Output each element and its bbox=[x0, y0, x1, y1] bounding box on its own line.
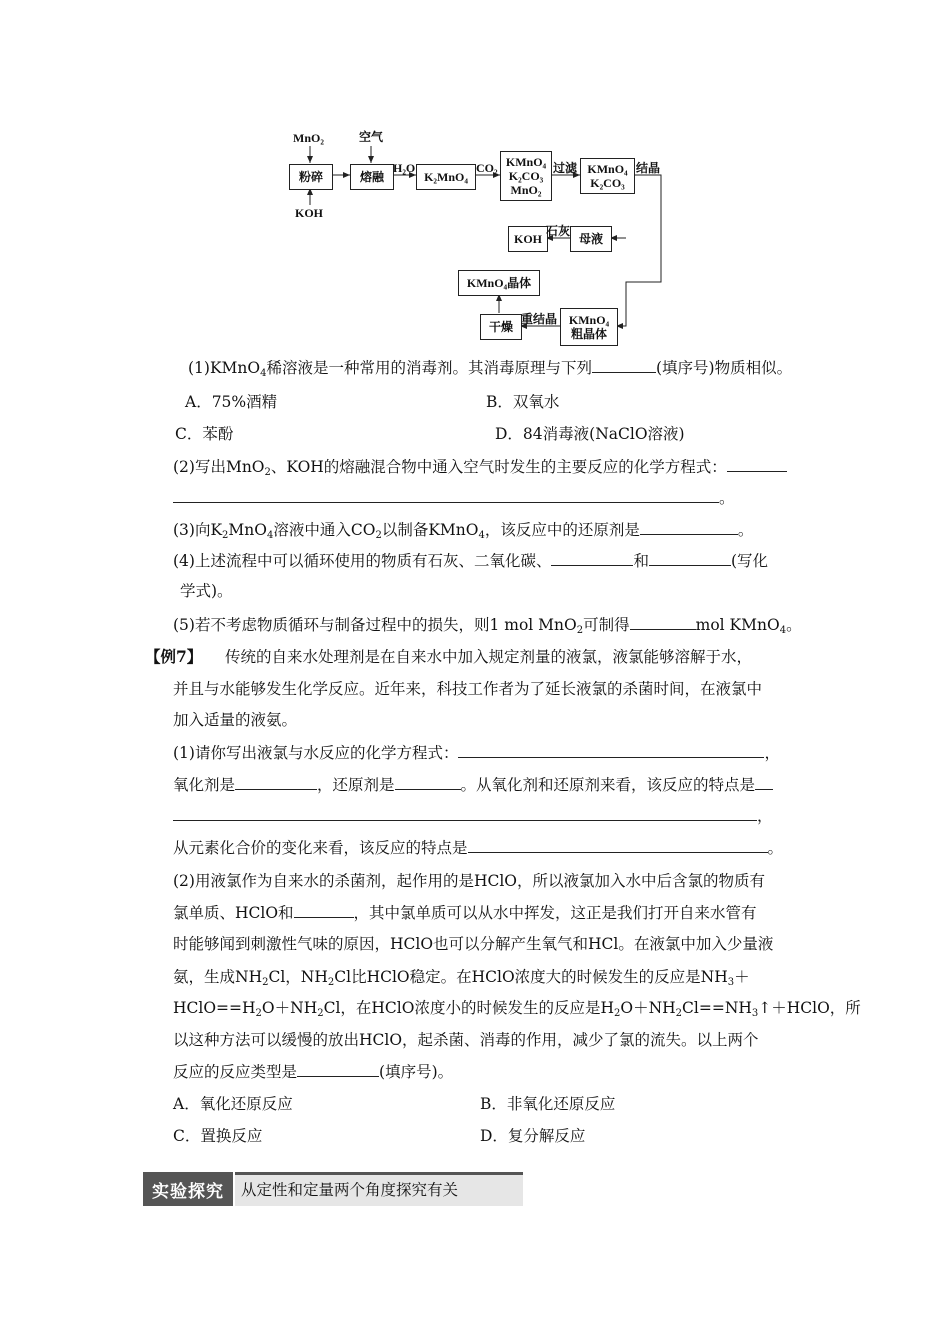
crush-box: 粉碎 bbox=[289, 164, 333, 190]
h2o-label: H₂O bbox=[393, 161, 416, 175]
question-4-continued: 学式)。 bbox=[180, 582, 233, 600]
dry-box: 干燥 bbox=[480, 314, 522, 340]
q1-option-a: A．75%酒精 bbox=[185, 393, 278, 411]
ex7-question-1-line-3: ， bbox=[173, 806, 773, 826]
product-box: KMnO₄晶体 bbox=[458, 270, 540, 296]
koh-box: KOH bbox=[508, 226, 548, 252]
ex7-option-c: C．置换反应 bbox=[173, 1127, 263, 1145]
answer-blank[interactable] bbox=[395, 775, 461, 790]
mixture-box-1: KMnO₄ K₂CO₃ MnO₂ bbox=[500, 151, 552, 201]
answer-blank[interactable] bbox=[592, 358, 656, 373]
lime-label: 石灰 bbox=[546, 224, 571, 238]
ex7-question-2-line-7: 反应的反应类型是 (填序号)。 bbox=[173, 1063, 454, 1081]
section-banner bbox=[143, 1172, 523, 1206]
question-3: (3)向$K_2MnO_4$溶液中通入$CO_2$以制备KMnO$_4$，该反应中的还原剂是 。 bbox=[173, 521, 754, 541]
mno2-label: MnO₂ bbox=[293, 131, 324, 145]
recrystallize-label: 重结晶 bbox=[521, 312, 558, 326]
ex7-option-d: D．复分解反应 bbox=[480, 1127, 586, 1145]
example-7-tag: 【例7】 bbox=[145, 647, 203, 666]
answer-blank[interactable] bbox=[630, 615, 696, 630]
question-4: (4)上述流程中可以循环使用的物质有石灰、二氧化碳、 和 (写化 bbox=[173, 552, 769, 570]
answer-blank[interactable] bbox=[551, 551, 633, 566]
ex7-question-2-line-1: (2)用液氯作为自来水的杀菌剂，起作用的是HClO，所以液氯加入水中后含氯的物质有 bbox=[173, 872, 765, 890]
example-7-line-3: 加入适量的液氨。 bbox=[173, 711, 298, 729]
ex7-question-1-line-2: 氧化剂是 ，还原剂是 。从氧化剂和还原剂来看，该反应的特点是 bbox=[173, 775, 773, 795]
ex7-option-a: A．氧化还原反应 bbox=[173, 1095, 293, 1113]
co2-label: CO₂ bbox=[476, 161, 498, 175]
ex7-question-1: (1)请你写出液氯与水反应的化学方程式： ， bbox=[173, 744, 780, 762]
question-5: (5)若不考虑物质循环与制备过程中的损失，则1 mol MnO$_2$可制得 mol KMnO$_4$。 bbox=[173, 616, 802, 636]
question-2: (2)写出MnO$_2$、KOH的熔融混合物中通入空气时发生的主要反应的化学方程式： bbox=[173, 457, 787, 483]
answer-blank[interactable] bbox=[235, 775, 317, 790]
answer-blank[interactable] bbox=[173, 806, 757, 821]
mother-liquor-box: 母液 bbox=[570, 226, 612, 252]
answer-blank[interactable] bbox=[173, 488, 719, 503]
answer-blank[interactable] bbox=[649, 551, 731, 566]
question-2-continued: 。 bbox=[173, 488, 735, 508]
answer-blank[interactable] bbox=[727, 457, 787, 472]
melt-box: 熔融 bbox=[350, 164, 394, 190]
ex7-question-2-line-5: $HClO==H_2O+NH_2Cl$，在HClO浓度小的时候发生的反应是$H_2O+NH_2Cl==NH_3↑+HClO$，所 bbox=[173, 999, 861, 1019]
crude-crystal-box: KMnO₄ 粗晶体 bbox=[560, 308, 618, 346]
answer-blank[interactable] bbox=[468, 838, 768, 853]
section-title: 从定性和定量两个角度探究有关 bbox=[235, 1172, 523, 1206]
answer-blank[interactable] bbox=[297, 1062, 379, 1077]
example-7-line-2: 并且与水能够发生化学反应。近年来，科技工作者为了延长液氯的杀菌时间，在液氯中 bbox=[173, 680, 763, 698]
answer-blank[interactable] bbox=[294, 903, 354, 918]
k2mno4-box: K₂MnO₄ bbox=[416, 164, 476, 190]
ex7-question-2-line-3: 时能够闻到刺激性气味的原因，HClO也可以分解产生氧气和HCl。在液氯中加入少量液 bbox=[173, 935, 774, 953]
air-label: 空气 bbox=[359, 130, 384, 144]
answer-blank[interactable] bbox=[755, 775, 773, 790]
answer-blank[interactable] bbox=[458, 743, 764, 758]
section-tag: 实验探究 bbox=[143, 1172, 233, 1206]
q1-option-b: B．双氧水 bbox=[486, 393, 560, 411]
q1-option-d: D．84消毒液(NaClO溶液) bbox=[495, 425, 685, 443]
crystal-label: 结晶 bbox=[636, 161, 661, 175]
ex7-question-2-line-6: 以这种方法可以缓慢的放出HClO，起杀菌、消毒的作用，减少了氯的流失。以上两个 bbox=[173, 1031, 759, 1049]
ex7-question-2-line-2: 氯单质、HClO和 ，其中氯单质可以从水中挥发，这正是我们打开自来水管有 bbox=[173, 904, 757, 922]
filter-label: 过滤 bbox=[553, 161, 578, 175]
answer-blank[interactable] bbox=[640, 520, 738, 535]
example-7-line-1: 传统的自来水处理剂是在自来水中加入规定剂量的液氯，液氯能够溶解于水， bbox=[225, 648, 753, 666]
ex7-question-1-line-4: 从元素化合价的变化来看，该反应的特点是 。 bbox=[173, 839, 784, 857]
koh-input-label: KOH bbox=[295, 206, 324, 220]
q1-option-c: C．苯酚 bbox=[175, 425, 234, 443]
question-1: (1)KMnO$_4$稀溶液是一种常用的消毒剂。其消毒原理与下列 (填序号)物质相似。 bbox=[188, 359, 793, 379]
ex7-option-b: B．非氧化还原反应 bbox=[480, 1095, 616, 1113]
ex7-question-2-line-4: 氨，生成$NH_2Cl$，$NH_2Cl$比HClO稳定。在HClO浓度大的时候发生的反应是$NH_3+$ bbox=[173, 968, 750, 988]
mixture-box-2: KMnO₄ K₂CO₃ bbox=[580, 158, 635, 194]
